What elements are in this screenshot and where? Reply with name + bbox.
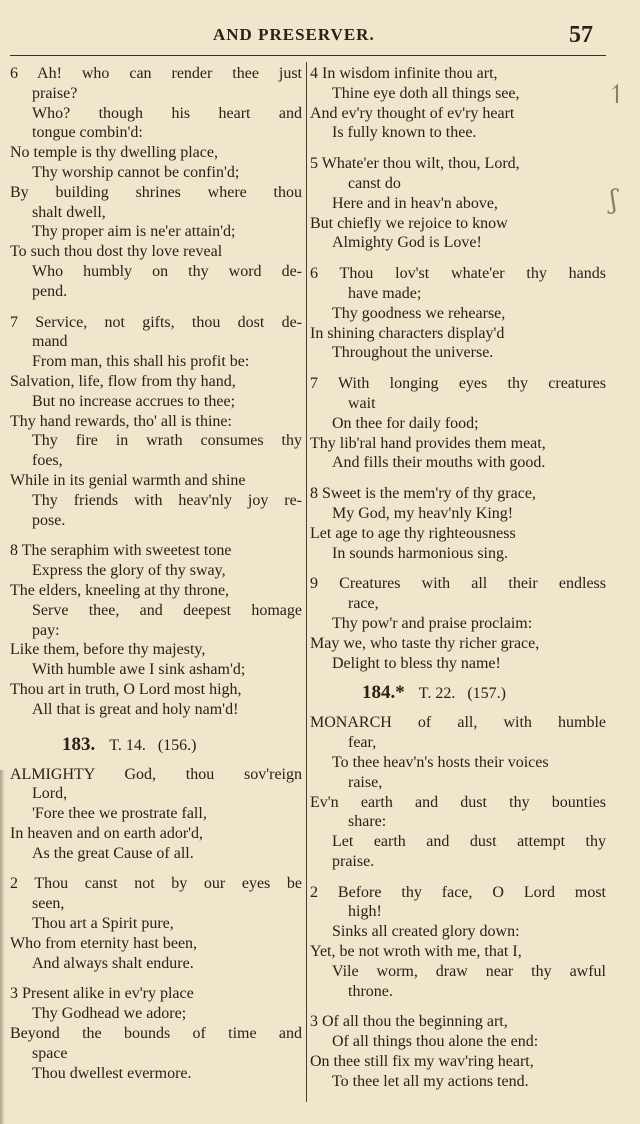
verse-line: fear,	[348, 734, 377, 752]
stanza-gap	[10, 720, 302, 731]
verse-line: Ev'n earth and dust thy bounties	[310, 793, 606, 811]
verse-line: Thou art a Spirit pure,	[32, 915, 174, 933]
verse-line: Almighty God is Love!	[332, 234, 482, 252]
verse-line: 8 Sweet is the mem'ry of thy grace,	[310, 485, 536, 503]
verse-line: mand	[32, 333, 68, 351]
verse-line: To such thou dost thy love reveal	[10, 243, 223, 261]
verse-line: Thou art in truth, O Lord most high,	[10, 680, 242, 698]
verse-line: Thy worship cannot be confin'd;	[32, 163, 240, 181]
hymn-heading	[10, 731, 302, 759]
hymn-ref: (156.)	[157, 736, 197, 754]
verse-line: From man, this shall his profit be:	[32, 353, 250, 371]
verse-line: Thy goodness we rehearse,	[332, 304, 506, 322]
left-column	[10, 64, 302, 1083]
verse-line: Thy pow'r and praise proclaim:	[332, 614, 533, 632]
right-column	[310, 64, 606, 1092]
page-header	[0, 22, 640, 62]
verse-line: Thy Godhead we adore;	[32, 1005, 187, 1023]
verse-line: But chiefly we rejoice to know	[310, 214, 508, 232]
verse-line: race,	[348, 595, 379, 613]
verse-line: 3 Present alike in ev'ry place	[10, 985, 194, 1003]
verse-line: May we, who taste thy richer grace,	[310, 634, 540, 652]
verse-line: Thou dwellest evermore.	[32, 1064, 192, 1082]
verse-line: 5 Whate'er thou wilt, thou, Lord,	[310, 155, 520, 173]
verse-line: have made;	[348, 284, 422, 302]
verse-line: And always shalt endure.	[32, 954, 194, 972]
verse-line: Thy lib'ral hand provides them meat,	[310, 434, 546, 452]
verse-line: 2 Before thy face, O Lord most	[310, 883, 606, 901]
verse-line: tongue combin'd:	[32, 124, 143, 142]
verse-line: And fills their mouths with good.	[332, 454, 546, 472]
stanza-gap	[310, 1001, 606, 1012]
verse-line: praise?	[32, 84, 78, 102]
verse-line: raise,	[348, 773, 383, 791]
verse-line: canst do	[348, 174, 401, 192]
verse-line: 6 Ah! who can render thee just	[10, 65, 302, 82]
verse-line: Salvation, life, flow from thy hand,	[10, 372, 236, 390]
verse-line: share:	[348, 813, 387, 831]
verse-line: On thee still fix my wav'ring heart,	[310, 1053, 534, 1071]
verse-line: In shining characters display'd	[310, 324, 505, 342]
hymn-tune: T. 22.	[418, 685, 456, 703]
verse-line: To thee heav'n's hosts their voices	[332, 753, 549, 771]
verse-line: throne.	[348, 982, 393, 1000]
verse-line: In heaven and on earth ador'd,	[10, 824, 204, 842]
verse-line: Thy fire in wrath consumes thy	[32, 432, 302, 450]
verse-line: Sinks all created glory down:	[332, 923, 520, 941]
verse-line: ALMIGHTY God, thou sov'reign	[10, 765, 302, 783]
verse-line: On thee for daily food;	[332, 414, 479, 432]
verse-line: Express the glory of thy sway,	[32, 562, 226, 580]
verse-line: pend.	[32, 282, 68, 300]
stanza-gap	[310, 473, 606, 484]
verse-line: Throughout the universe.	[332, 344, 494, 362]
stanza-gap	[310, 143, 606, 154]
verse-line: MONARCH of all, with humble	[310, 714, 606, 732]
stanza-gap	[310, 563, 606, 574]
stanza-gap	[10, 302, 302, 313]
stanza-gap	[10, 530, 302, 541]
verse-line: No temple is thy dwelling place,	[10, 144, 218, 162]
verse-line: All that is great and holy nam'd!	[32, 700, 239, 718]
stanza-gap	[310, 872, 606, 883]
verse-line: seen,	[32, 895, 65, 913]
verse-line: 9 Creatures with all their endless	[310, 575, 606, 593]
verse-line: Let earth and dust attempt thy	[332, 833, 606, 851]
hymn-heading	[310, 679, 606, 707]
hymn-tune: T. 14.	[109, 736, 146, 754]
verse-line: pay:	[32, 621, 60, 639]
page-edge-shadow	[0, 770, 5, 1124]
verse-line: Who humbly on thy word de-	[32, 262, 302, 280]
verse-line: By building shrines where thou	[10, 183, 302, 201]
verse-line: Lord,	[32, 785, 68, 803]
stanza-gap	[310, 253, 606, 264]
verse-line: 8 The seraphim with sweetest tone	[10, 542, 232, 560]
margin-pencil-mark: ↿	[606, 80, 628, 110]
verse-line: Delight to bless thy name!	[332, 654, 501, 672]
hymn-num: 183.	[62, 733, 96, 755]
verse-line: Thy proper aim is ne'er attain'd;	[32, 223, 236, 241]
header-rule	[10, 55, 606, 56]
stanza-gap	[10, 863, 302, 874]
verse-line: But no increase accrues to thee;	[32, 392, 236, 410]
verse-line: Beyond the bounds of time and	[10, 1025, 302, 1043]
verse-line: Like them, before thy majesty,	[10, 641, 206, 659]
verse-line: As the great Cause of all.	[32, 844, 194, 862]
verse-line: 2 Thou canst not by our eyes be	[10, 875, 302, 893]
verse-line: The elders, kneeling at thy throne,	[10, 581, 230, 599]
margin-pencil-mark: ʃ	[610, 185, 618, 215]
verse-line: Is fully known to thee.	[332, 124, 477, 142]
verse-line: Thine eye doth all things see,	[332, 84, 520, 102]
stanza-gap	[10, 973, 302, 984]
verse-line: pose.	[32, 511, 66, 529]
verse-line: My God, my heav'nly King!	[332, 504, 514, 522]
verse-line: With humble awe I sink asham'd;	[32, 661, 246, 679]
verse-line: foes,	[32, 452, 63, 470]
hymn-num: 184.*	[362, 682, 405, 704]
verse-line: 'Fore thee we prostrate fall,	[32, 805, 207, 823]
verse-line: 3 Of all thou the beginning art,	[310, 1013, 508, 1031]
verse-line: To thee let all my actions tend.	[332, 1072, 529, 1090]
verse-line: Let age to age thy righteousness	[310, 524, 516, 542]
stanza-gap	[310, 363, 606, 374]
verse-line: Thy hand rewards, tho' all is thine:	[10, 412, 232, 430]
verse-line: shalt dwell,	[32, 203, 106, 221]
verse-line: Yet, be not wroth with me, that I,	[310, 943, 522, 961]
verse-line: And ev'ry thought of ev'ry heart	[310, 104, 515, 122]
verse-line: Thy friends with heav'nly joy re-	[32, 491, 302, 509]
verse-line: 7 With longing eyes thy creatures	[310, 375, 606, 393]
hymn-ref: (157.)	[467, 685, 506, 703]
verse-line: wait	[348, 394, 376, 412]
page-number: 57	[569, 22, 593, 48]
verse-line: Here and in heav'n above,	[332, 194, 498, 212]
running-title: AND PRESERVER.	[213, 25, 375, 44]
verse-line: While in its genial warmth and shine	[10, 471, 246, 489]
verse-line: Of all things thou alone the end:	[332, 1033, 539, 1051]
verse-line: praise.	[332, 852, 375, 870]
verse-line: In sounds harmonious sing.	[332, 544, 508, 562]
verse-line: Who? though his heart and	[32, 104, 302, 122]
verse-line: high!	[348, 903, 382, 921]
verse-line: Vile worm, draw near thy awful	[332, 962, 606, 980]
column-divider	[306, 62, 307, 1102]
verse-line: 7 Service, not gifts, thou dost de-	[10, 313, 302, 331]
verse-line: space	[32, 1044, 68, 1062]
verse-line: Who from eternity hast been,	[10, 934, 198, 952]
verse-line: 4 In wisdom infinite thou art,	[310, 65, 498, 82]
verse-line: 6 Thou lov'st whate'er thy hands	[310, 265, 606, 283]
verse-line: Serve thee, and deepest homage	[32, 601, 302, 619]
